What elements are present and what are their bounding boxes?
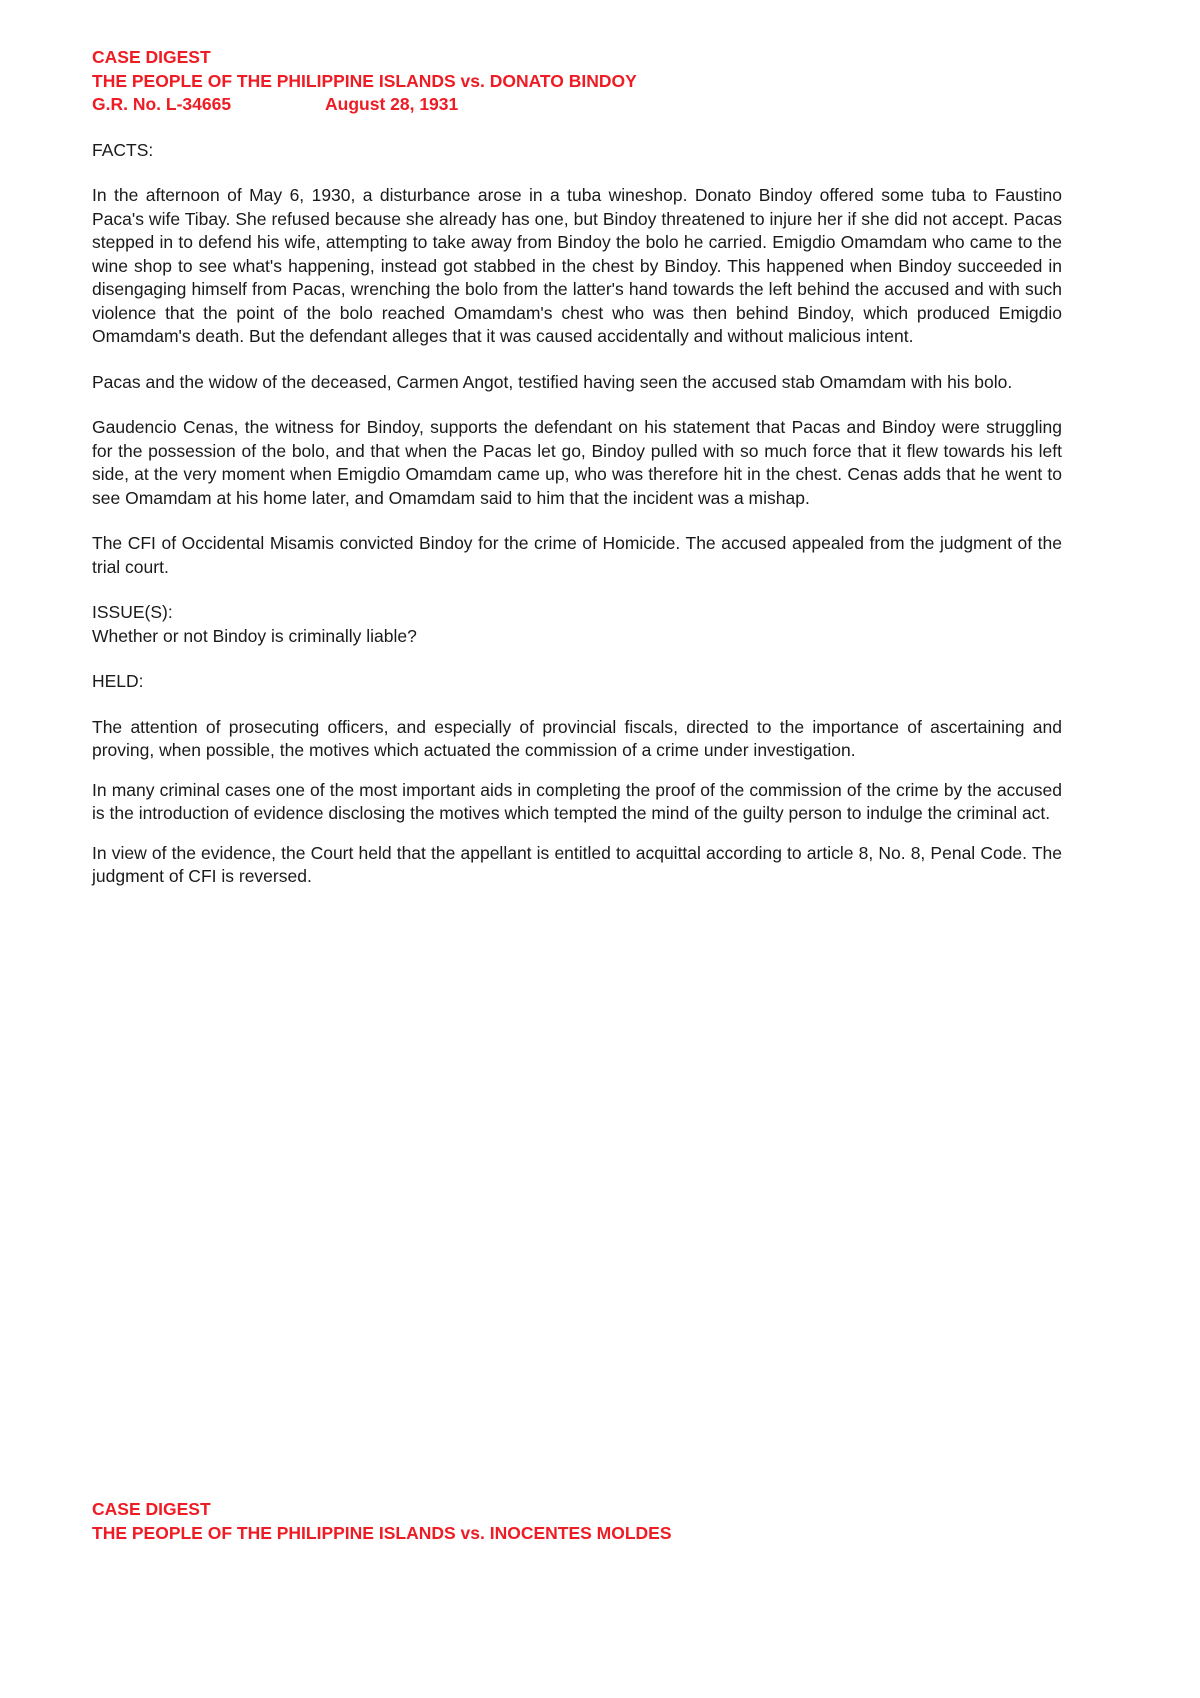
- case-digest-moldes: [92, 1498, 1062, 1545]
- issue-question: Whether or not Bindoy is criminally liable?: [92, 625, 417, 646]
- case-title: THE PEOPLE OF THE PHILIPPINE ISLANDS vs. DONATO BINDOY: [92, 70, 637, 91]
- case-digest-bindoy: [92, 46, 1062, 889]
- gr-number-line: [92, 93, 1062, 117]
- digest-kind-heading: CASE DIGEST: [92, 47, 211, 67]
- facts-label: FACTS:: [92, 139, 154, 160]
- facts-paragraph: In the afternoon of May 6, 1930, a disturbance arose in a tuba wineshop. Donato Bindoy offered some tuba to Faustino Paca's wife Tibay. She refused because she already has one, but Bindoy threatened to injure her if she did not accept. Pacas stepped in to defend his wife, attempting to take away from Bindoy the bolo he carried. Emigdio Omamdam who came to the wine shop to see what's happening, instead got stabbed in the chest by Bindoy. This happened when Bindoy succeeded in disengaging himself from Pacas, wrenching the bolo from the latter's hand towards the left behind the accused and with such violence that the point of the bolo reached Omamdam's chest who was then behind Bindoy, which produced Emigdio Omamdam's death. But the defendant alleges that it was caused accidentally and without malicious intent.: [92, 185, 1062, 346]
- facts-paragraph: Gaudencio Cenas, the witness for Bindoy, supports the defendant on his statement that Pacas and Bindoy were struggling for the possession of the bolo, and that when the Pacas let go, Bindoy pulled with so much force that it flew towards his left side, at the very moment when Emigdio Omamdam came up, who was therefore hit in the chest. Cenas adds that he went to see Omamdam at his home later, and Omamdam said to him that the incident was a mishap.: [92, 417, 1062, 508]
- issue-label: ISSUE(S):: [92, 602, 173, 622]
- facts-paragraph: The CFI of Occidental Misamis convicted Bindoy for the crime of Homicide. The accused appealed from the judgment of the trial court.: [92, 533, 1062, 577]
- facts-paragraph: Pacas and the widow of the deceased, Carmen Angot, testified having seen the accused stab Omamdam with his bolo.: [92, 371, 1013, 392]
- digest-kind-heading: CASE DIGEST: [92, 1499, 211, 1519]
- gr-number: G.R. No. L-34665: [92, 94, 232, 114]
- held-label: HELD:: [92, 671, 144, 691]
- held-paragraph: In many criminal cases one of the most important aids in completing the proof of the commission of the crime by the accused is the introduction of evidence disclosing the motives which tempted the mind of the guilty person to indulge the criminal act.: [92, 779, 1062, 823]
- case-title: THE PEOPLE OF THE PHILIPPINE ISLANDS vs. INOCENTES MOLDES: [92, 1522, 672, 1543]
- held-paragraph: In view of the evidence, the Court held that the appellant is entitled to acquittal according to article 8, No. 8, Penal Code. The judgment of CFI is reversed.: [92, 842, 1062, 886]
- decision-date: August 28, 1931: [325, 94, 459, 114]
- held-paragraph: The attention of prosecuting officers, and especially of provincial fiscals, directed to the importance of ascertaining and proving, when possible, the motives which actuated the commission of a crime under investigation.: [92, 716, 1062, 760]
